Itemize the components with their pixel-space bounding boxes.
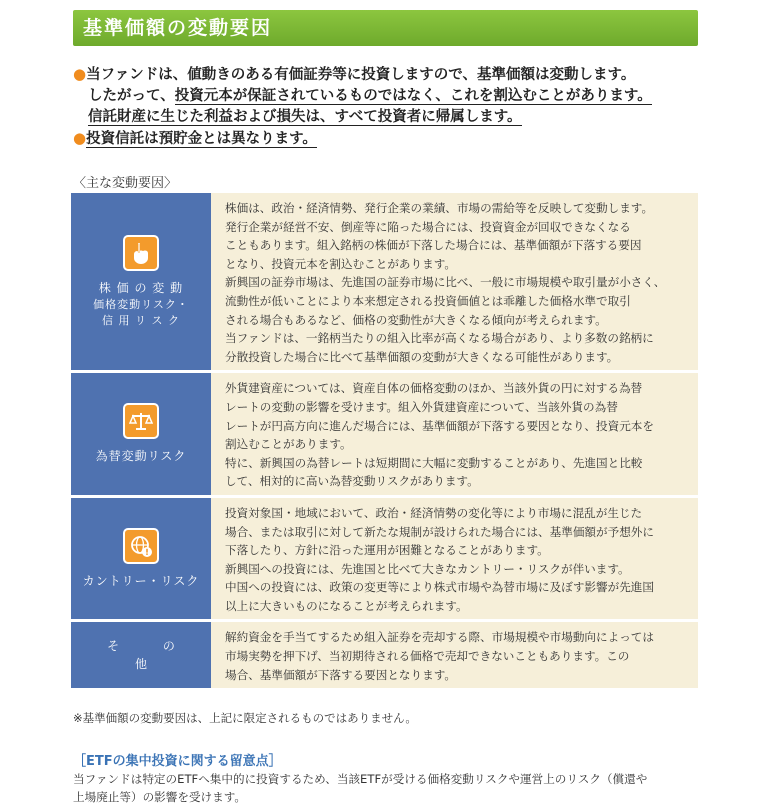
risk-table: [71, 193, 698, 691]
etf-section-title: ［ETFの集中投資に関する留意点］: [73, 754, 282, 769]
risk-label: そ の 他: [107, 639, 195, 672]
balance-scale-icon: [123, 403, 159, 439]
risk-description: 解約資金を手当てするため組入証券を売却する際、市場規模や市場動向によっては 市場実勢を押下げ、当初期待される価格で売却できないこともあります。この 場合、基準価額が下落する要因となります。: [211, 622, 698, 688]
risk-description: 投資対象国・地域において、政治・経済情勢の変化等により市場に混乱が生じた 場合、または取引に対して新たな規制が設けられた場合には、基準価額が予想外に 下落したり、方針に沿った運用が困難となることがあります。 新興国への投資には、先進国と比べて大きなカントリー・リスクが伴います。 中国への投資には、政策の変更等により株式市場や為替市場に及ぼす影響が先進国 以上に大きいものになることが考えられます。: [211, 498, 698, 620]
risk-row-other: [71, 622, 698, 688]
main-factors-heading: 〈主な変動要因〉: [73, 176, 178, 191]
risk-label-cell: [71, 193, 211, 370]
orange-bullet-icon: ●: [73, 129, 87, 147]
section-title: 基準価額の変動要因: [83, 17, 273, 39]
risk-row-country: [71, 498, 698, 620]
risk-sub-label: 価格変動リスク・ 信 用 リ ス ク: [93, 297, 189, 327]
risk-label: 株 価 の 変 動: [98, 280, 184, 295]
bullet-line-2: したがって、投資元本が保証されているものではなく、これを割込むことがあります。: [88, 88, 652, 104]
risk-row-fx: [71, 373, 698, 495]
bullet-line-3: 信託財産に生じた利益および損失は、すべて投資者に帰属します。: [88, 109, 522, 125]
risk-label: 為替変動リスク: [95, 449, 187, 464]
risk-label: カントリー・リスク: [82, 573, 200, 588]
key-points: [73, 64, 713, 150]
orange-bullet-icon: ●: [73, 65, 87, 83]
bullet-line-4: ●投資信託は預貯金とは異なります。: [73, 129, 317, 147]
etf-section-text: 当ファンドは特定のETFへ集中的に投資するため、当該ETFが受ける価格変動リスクや運営上のリスク（償還や 上場廃止等）の影響を受けます。: [73, 772, 648, 804]
hand-pointing-icon: [123, 235, 159, 271]
risk-label-cell: [71, 373, 211, 495]
section-header: [73, 10, 698, 46]
bullet-line-1: ●当ファンドは、値動きのある有価証券等に投資しますので、基準価額は変動します。: [73, 65, 636, 83]
globe-warning-icon: [123, 528, 159, 564]
risk-description: 株価は、政治・経済情勢、発行企業の業績、市場の需給等を反映して変動します。 発行企業が経営不安、倒産等に陥った場合には、投資資金が回収できなくなる こともあります。組入銘柄の株価が下落した場合には、基準価額が下落する要因 となり、投資元本を割込むことがあります。 新興国の証券市場は、先進国の証券市場に比べ、一般に市場規模や取引量が小さく、 流動性が低いことにより本来想定される投資価値とは乖離した価格水準で取引 される場合もあるなど、価格の変動性が大きくなる傾向が考えられます。 当ファンドは、一銘柄当たりの組入比率が高くなる場合があり、より多数の銘柄に 分散投資した場合に比べて基準価額の変動が大きくなる可能性があります。: [211, 193, 698, 370]
risk-description: 外貨建資産については、資産自体の価格変動のほか、当該外貨の円に対する為替 レートの変動の影響を受けます。組入外貨建資産について、当該外貨の為替 レートが円高方向に進んだ場合には、基準価額が下落する要因となり、投資元本を 割込むことがあります。 特に、新興国の為替レートは短期間に大幅に変動することがあり、先進国と比較 して、相対的に高い為替変動リスクがあります。: [211, 373, 698, 495]
risk-label-cell: [71, 498, 211, 620]
risk-row-stock: [71, 193, 698, 370]
risk-label-cell: [71, 622, 211, 688]
footnote: ※基準価額の変動要因は、上記に限定されるものではありません。: [73, 711, 417, 725]
